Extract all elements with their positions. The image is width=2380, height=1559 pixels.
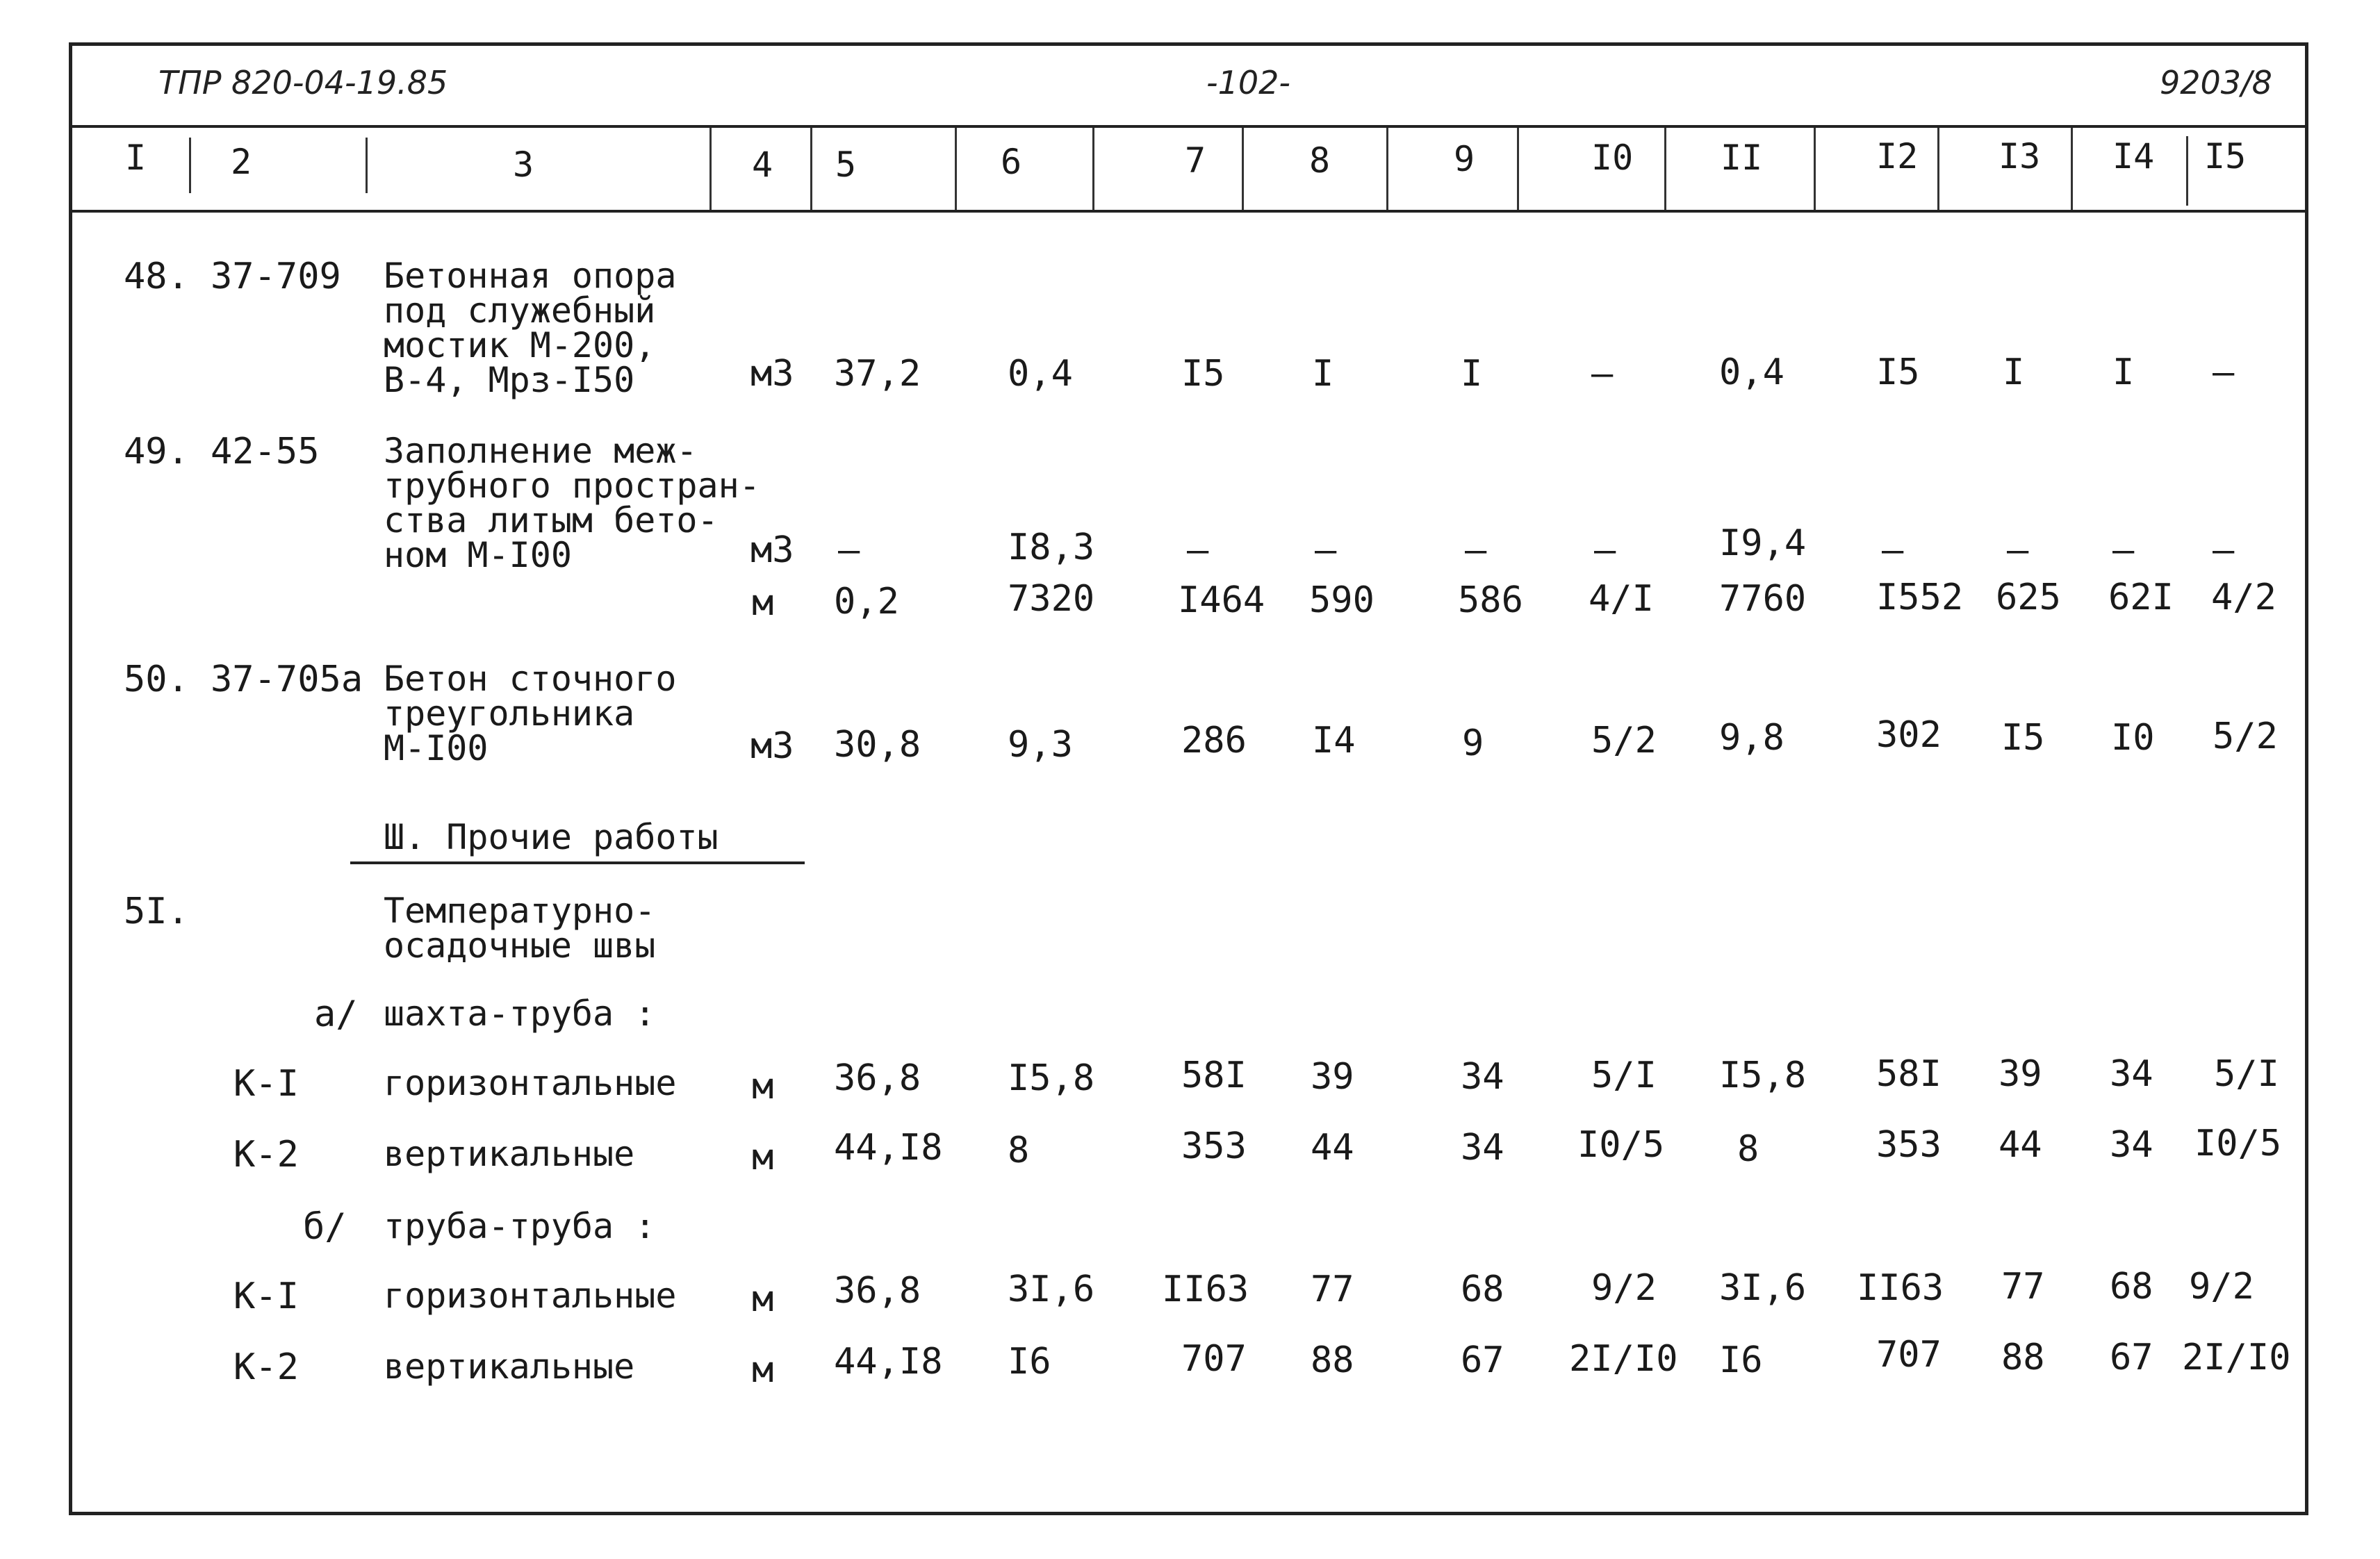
row-48-col8: I <box>1312 353 1334 395</box>
row-b1-col14: 68 <box>2110 1266 2153 1308</box>
row-50-col9: 9 <box>1462 723 1484 764</box>
row-b1-unit: м <box>752 1278 774 1320</box>
col-sep <box>1092 128 1094 210</box>
row-a1-col8: 39 <box>1311 1056 1354 1098</box>
row-a2-code: К-2 <box>233 1134 299 1176</box>
column-header-divider <box>69 210 2308 213</box>
row-b2-code: К-2 <box>233 1346 299 1388</box>
row-a1-col13: 39 <box>1999 1053 2042 1095</box>
row-a1-code: К-I <box>233 1063 299 1105</box>
row-50-number: 50. <box>124 659 189 700</box>
row-48-col15: – <box>2213 352 2235 393</box>
row-a2-col12: 353 <box>1876 1124 1942 1166</box>
row-48-col13: I <box>2003 352 2025 393</box>
row-50-col5: 30,8 <box>834 724 921 766</box>
row-49b-col6: 7320 <box>1008 578 1095 620</box>
row-50-col15: 5/2 <box>2213 716 2278 757</box>
row-a2-col11: 8 <box>1737 1128 1759 1170</box>
row-50-col11: 9,8 <box>1719 717 1784 759</box>
row-b1-col8: 77 <box>1311 1269 1354 1310</box>
row-b2-col14: 67 <box>2110 1337 2153 1378</box>
row-50-description: Бетон сточного треугольника М-I00 <box>384 659 677 768</box>
row-a2-col10: I0/5 <box>1577 1124 1665 1166</box>
row-b1-col5: 36,8 <box>834 1270 921 1312</box>
row-49b-col13: 625 <box>1996 577 2061 618</box>
header-divider <box>69 125 2308 128</box>
row-b2-col7: 707 <box>1181 1338 1247 1380</box>
col-sep <box>709 128 712 210</box>
row-49a-col15: – <box>2213 529 2235 571</box>
col-sep <box>810 128 812 210</box>
row-b1-col11: 3I,6 <box>1719 1267 1807 1309</box>
row-48-col9: I <box>1461 353 1483 395</box>
row-b2-col10: 2I/I0 <box>1569 1338 1678 1380</box>
row-a1-unit: м <box>752 1066 774 1107</box>
row-b1-col9: 68 <box>1461 1269 1504 1310</box>
row-49b-col15: 4/2 <box>2211 577 2276 618</box>
row-b2-col8: 88 <box>1311 1339 1354 1381</box>
row-50-col13: I5 <box>2001 717 2045 759</box>
row-b1-code: К-I <box>233 1276 299 1317</box>
col-sep <box>1937 128 1939 210</box>
row-b2-col5: 44,I8 <box>834 1341 943 1383</box>
row-a2-col9: 34 <box>1461 1127 1504 1169</box>
col-5-header: 5 <box>835 145 857 185</box>
row-48-col10: – <box>1591 353 1614 395</box>
col-14-header: I4 <box>2112 136 2155 176</box>
row-48-col5: 37,2 <box>834 353 921 395</box>
row-49-unit-b: м <box>752 582 774 624</box>
row-49-number: 49. <box>124 431 189 472</box>
section-underline <box>350 861 805 864</box>
row-49b-col10: 4/I <box>1589 578 1654 620</box>
row-a2-col13: 44 <box>1999 1124 2042 1166</box>
row-49-unit-a: м3 <box>750 529 794 571</box>
doc-code: ТПР 820-04-19.85 <box>158 64 448 101</box>
row-a1-col12: 58I <box>1876 1053 1942 1095</box>
row-a2-col14: 34 <box>2110 1124 2153 1166</box>
row-a1-col6: I5,8 <box>1008 1057 1095 1099</box>
row-b2-col12: 707 <box>1876 1334 1942 1376</box>
row-b2-col15: 2I/I0 <box>2182 1337 2291 1378</box>
col-1-header: I <box>125 138 147 178</box>
col-2-header: 2 <box>231 142 252 182</box>
row-49-code: 42-55 <box>211 431 320 472</box>
row-49a-col9: – <box>1465 529 1487 571</box>
row-49a-col14: – <box>2112 529 2135 571</box>
row-b1-description: горизонтальные <box>384 1276 677 1316</box>
col-sep <box>1814 128 1816 210</box>
row-48-col6: 0,4 <box>1008 353 1073 395</box>
row-50-col12: 302 <box>1876 714 1942 756</box>
row-50-code: 37-705а <box>211 659 363 700</box>
row-48-col14: I <box>2112 352 2135 393</box>
row-48-code: 37-709 <box>211 256 341 297</box>
row-a2-description: вертикальные <box>384 1134 635 1174</box>
row-50-col7: 286 <box>1181 720 1247 761</box>
row-b2-col11: I6 <box>1719 1339 1763 1381</box>
col-8-header: 8 <box>1309 140 1331 181</box>
row-49a-col10: – <box>1594 529 1616 571</box>
row-a2-col5: 44,I8 <box>834 1127 943 1169</box>
row-b1-col10: 9/2 <box>1591 1267 1657 1309</box>
row-a1-description: горизонтальные <box>384 1063 677 1103</box>
row-50-col14: I0 <box>2111 717 2155 759</box>
sheet-number: 9203/8 <box>2160 64 2272 101</box>
col-sep <box>2071 128 2073 210</box>
subgroup-a-mark: а/ <box>314 993 358 1035</box>
row-b2-col6: I6 <box>1008 1341 1051 1383</box>
col-3-header: 3 <box>513 145 534 185</box>
col-sep <box>1386 128 1388 210</box>
subgroup-b-label: труба-труба : <box>384 1206 656 1246</box>
row-a1-col14: 34 <box>2110 1053 2153 1095</box>
row-49a-col11: I9,4 <box>1719 522 1807 564</box>
row-b2-unit: м <box>752 1349 774 1391</box>
row-b2-description: вертикальные <box>384 1346 635 1387</box>
col-15-header: I5 <box>2204 136 2247 176</box>
row-48-description: Бетонная опора под служебный мостик М-200, В-4, Мрз-I50 <box>384 256 677 400</box>
row-49b-col5: 0,2 <box>834 581 899 622</box>
row-49a-col5: – <box>838 529 860 571</box>
row-a2-col7: 353 <box>1181 1125 1247 1167</box>
row-a1-col7: 58I <box>1181 1055 1247 1096</box>
row-48-unit: м3 <box>750 353 794 395</box>
row-b2-col9: 67 <box>1461 1339 1504 1381</box>
row-a2-unit: м <box>752 1137 774 1178</box>
row-a2-col15: I0/5 <box>2194 1123 2282 1164</box>
subgroup-a-label: шахта-труба : <box>384 993 656 1034</box>
col-13-header: I3 <box>1999 136 2041 176</box>
row-a1-col9: 34 <box>1461 1056 1504 1098</box>
col-sep <box>366 138 368 193</box>
row-51-number: 5I. <box>124 891 189 932</box>
row-a2-col6: 8 <box>1008 1130 1030 1171</box>
row-49a-col8: – <box>1315 529 1337 571</box>
col-11-header: II <box>1721 138 1763 178</box>
row-50-col6: 9,3 <box>1008 724 1073 766</box>
row-a1-col15: 5/I <box>2214 1053 2279 1095</box>
col-sep <box>1517 128 1519 210</box>
row-48-col12: I5 <box>1876 352 1920 393</box>
row-b1-col6: 3I,6 <box>1008 1269 1095 1310</box>
col-sep <box>955 128 957 210</box>
page-number: -102- <box>1206 64 1290 101</box>
row-49a-col6: I8,3 <box>1008 527 1095 568</box>
row-b2-col13: 88 <box>2001 1337 2045 1378</box>
row-49b-col11: 7760 <box>1719 578 1807 620</box>
row-49b-col8: 590 <box>1309 579 1374 621</box>
col-6-header: 6 <box>1001 142 1022 182</box>
row-a1-col5: 36,8 <box>834 1057 921 1099</box>
col-sep <box>189 138 191 193</box>
row-b1-col12: II63 <box>1857 1267 1944 1309</box>
col-7-header: 7 <box>1185 140 1206 181</box>
row-48-col11: 0,4 <box>1719 352 1784 393</box>
row-b1-col7: II63 <box>1162 1269 1249 1310</box>
row-48-col7: I5 <box>1181 353 1225 395</box>
col-sep <box>1664 128 1666 210</box>
row-51-description: Температурно- осадочные швы <box>384 891 656 966</box>
col-12-header: I2 <box>1876 136 1919 176</box>
col-sep <box>2186 136 2188 206</box>
row-49a-col7: – <box>1187 529 1209 571</box>
row-49b-col14: 62I <box>2108 577 2174 618</box>
col-sep <box>1242 128 1244 210</box>
row-b1-col15: 9/2 <box>2189 1266 2254 1308</box>
row-50-col8: I4 <box>1312 720 1356 761</box>
row-50-unit: м3 <box>750 725 794 767</box>
row-48-number: 48. <box>124 256 189 297</box>
row-49b-col7: I464 <box>1178 579 1265 621</box>
row-49a-col12: – <box>1882 529 1904 571</box>
row-49b-col12: I552 <box>1876 577 1964 618</box>
row-a1-col11: I5,8 <box>1719 1055 1807 1096</box>
col-10-header: I0 <box>1591 138 1634 178</box>
section-title: Ш. Прочие работы <box>384 817 719 857</box>
col-4-header: 4 <box>752 145 773 185</box>
row-49-description: Заполнение меж- трубного простран- ства литым бето- ном М-I00 <box>384 431 760 575</box>
row-50-col10: 5/2 <box>1591 720 1657 761</box>
col-9-header: 9 <box>1454 139 1475 179</box>
row-b1-col13: 77 <box>2001 1266 2045 1308</box>
row-a1-col10: 5/I <box>1591 1055 1657 1096</box>
row-49b-col9: 586 <box>1458 579 1523 621</box>
row-49a-col13: – <box>2007 529 2029 571</box>
row-a2-col8: 44 <box>1311 1127 1354 1169</box>
subgroup-b-mark: б/ <box>303 1206 347 1248</box>
